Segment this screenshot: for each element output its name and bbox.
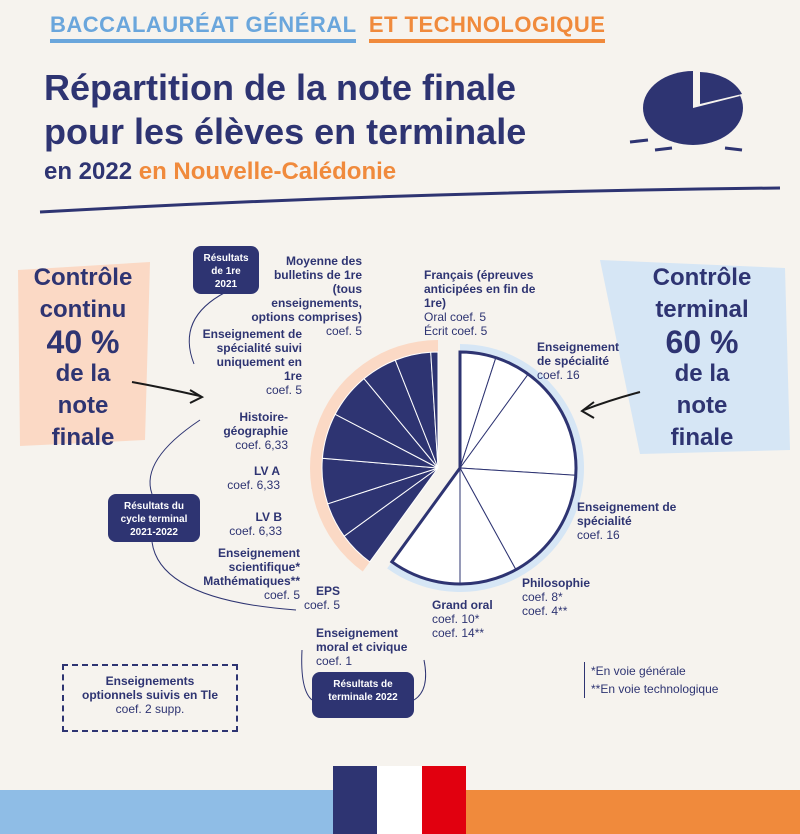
flag-blue-stripe xyxy=(333,766,377,834)
cc-line5: finale xyxy=(51,424,115,451)
label-francais-oral: Oral coef. 5 xyxy=(424,310,487,324)
label-spe-a-name: Enseignement de spécialité xyxy=(537,340,620,368)
label-go-coef1: coef. 10* xyxy=(432,612,480,626)
left-arrow-line xyxy=(132,382,200,396)
republic-flag-logo xyxy=(333,766,466,834)
label-emc xyxy=(316,626,426,668)
label-spe1-name: Enseignement de spécialité suivi uniquement en 1re xyxy=(202,327,302,383)
cc-line4: note xyxy=(57,392,109,419)
flag-red-stripe xyxy=(422,766,466,834)
ct-line2: terminal xyxy=(655,296,749,323)
ct-line3: de la xyxy=(674,360,730,387)
label-eps-coef: coef. 5 xyxy=(303,598,340,612)
cc-pct: 40 % xyxy=(46,324,120,360)
ct-line4: note xyxy=(676,392,728,419)
label-hg-coef: coef. 6,33 xyxy=(235,438,288,452)
options-name: Enseignements optionnels suivis en Tle xyxy=(81,674,219,702)
label-philo-coef2: coef. 4** xyxy=(522,604,568,618)
label-lva-name: LV A xyxy=(254,464,280,478)
note-general: *En voie générale xyxy=(591,664,686,678)
label-lvb-coef: coef. 6,33 xyxy=(229,524,282,538)
label-sci-name: Enseignement scientifique* Mathématiques** xyxy=(203,546,300,588)
label-moyenne-coef: coef. 5 xyxy=(325,324,362,338)
label-eps-name: EPS xyxy=(315,584,340,598)
label-moyenne-name: Moyenne des bulletins de 1re (tous enseignements, options comprises) xyxy=(251,254,362,324)
label-lvb-name: LV B xyxy=(255,510,282,524)
ct-line1: Contrôle xyxy=(652,264,752,291)
connector-term-left xyxy=(302,650,312,700)
subtitle-place: en Nouvelle-Calédonie xyxy=(138,158,397,185)
label-francais xyxy=(424,268,536,338)
label-eps xyxy=(296,584,340,612)
kicker-part1: BACCALAURÉAT GÉNÉRAL xyxy=(50,12,356,43)
title-line2: pour les élèves en terminale xyxy=(44,111,527,152)
title-line1: Répartition de la note finale xyxy=(44,67,517,108)
label-sci xyxy=(196,546,300,602)
label-hg xyxy=(196,410,288,452)
label-francais-name: Français (épreuves anticipées en fin de 1re) xyxy=(424,268,536,310)
label-spe-b-name: Enseignement de spécialité xyxy=(577,500,677,528)
footnotes xyxy=(584,662,771,698)
label-spe-a-coef: coef. 16 xyxy=(537,368,580,382)
ct-pct: 60 % xyxy=(665,324,739,360)
label-moyenne xyxy=(244,254,362,338)
label-go-name: Grand oral xyxy=(432,598,493,612)
label-philo-coef1: coef. 8* xyxy=(522,590,563,604)
label-spe1-coef: coef. 5 xyxy=(265,383,302,397)
label-lva-coef: coef. 6,33 xyxy=(227,478,280,492)
right-arrowhead-icon xyxy=(582,402,594,418)
label-spe1 xyxy=(196,327,302,397)
cc-line3: de la xyxy=(55,360,111,387)
options-box xyxy=(62,664,238,732)
pill-results-cycle: Résultats du cycle terminal 2021-2022 xyxy=(108,494,200,542)
subtitle-year: en 2022 xyxy=(44,158,133,185)
label-francais-ecrit: Écrit coef. 5 xyxy=(424,324,488,338)
kicker-part2: ET TECHNOLOGIQUE xyxy=(369,12,606,43)
cc-line1: Contrôle xyxy=(33,264,133,291)
label-lvb xyxy=(196,510,282,538)
note-techno: **En voie technologique xyxy=(591,682,719,696)
cc-line2: continu xyxy=(39,296,127,323)
pill-results-terminale: Résultats de terminale 2022 xyxy=(312,672,414,718)
options-coef: coef. 2 supp. xyxy=(115,702,185,716)
label-emc-name: Enseignement moral et civique xyxy=(316,626,408,654)
label-hg-name: Histoire-géographie xyxy=(223,410,288,438)
label-sci-coef: coef. 5 xyxy=(263,588,300,602)
label-spe-b-coef: coef. 16 xyxy=(577,528,620,542)
label-emc-coef: coef. 1 xyxy=(316,654,353,668)
connector-cycle-top xyxy=(150,420,200,494)
label-spe-b xyxy=(577,500,687,542)
label-lva xyxy=(196,464,280,492)
label-spe-a xyxy=(537,340,635,382)
label-philo xyxy=(522,576,612,618)
ct-line5: finale xyxy=(670,424,734,451)
label-grand-oral xyxy=(432,598,512,640)
label-go-coef2: coef. 14** xyxy=(432,626,485,640)
pill-results-1re: Résultats de 1re 2021 xyxy=(193,246,259,294)
flag-white-stripe xyxy=(377,766,421,834)
label-philo-name: Philosophie xyxy=(522,576,591,590)
right-arrow-line xyxy=(584,392,640,410)
